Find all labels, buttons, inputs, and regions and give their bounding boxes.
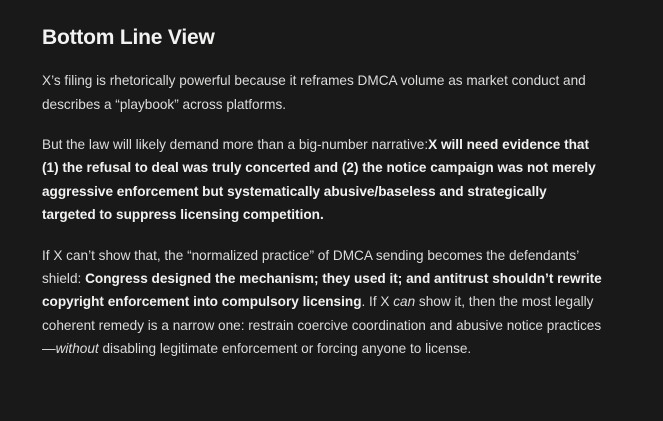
para-1 [42,69,602,116]
text-run: can [393,294,416,310]
text-run: X’s filing is rhetorically powerful because it reframes DMCA volume as market conduct and describes a “playbook” across platforms. [42,73,586,112]
text-run: without [55,341,99,357]
page-title: Bottom Line View [42,26,215,49]
para-3 [42,244,602,361]
text-run: show it, then the most legally coherent remedy is a narrow one: restrain coercive coordination and abusive notice practices— [42,294,602,357]
text-run: . If X [361,294,394,310]
text-run: Congress designed the mechanism; they used it; and antitrust shouldn’t rewrite copyright enforcement into compulsory licensing [42,270,602,310]
text-run: X will need evidence that (1) the refusal to deal was truly concerted and (2) the notice campaign was not merely aggressive enforcement but systematically abusive/baseless and strategically targeted to suppress licensing competition. [42,137,596,223]
text-run: If X can’t show that, the “normalized practice” of DMCA sending becomes the defendants’ shield: [42,247,579,286]
text-run: disabling legitimate enforcement or forcing anyone to license. [98,341,472,357]
para-2 [42,133,602,227]
text-run: But the law will likely demand more than a big-number narrative: [42,137,429,153]
paragraph-list [42,69,621,360]
